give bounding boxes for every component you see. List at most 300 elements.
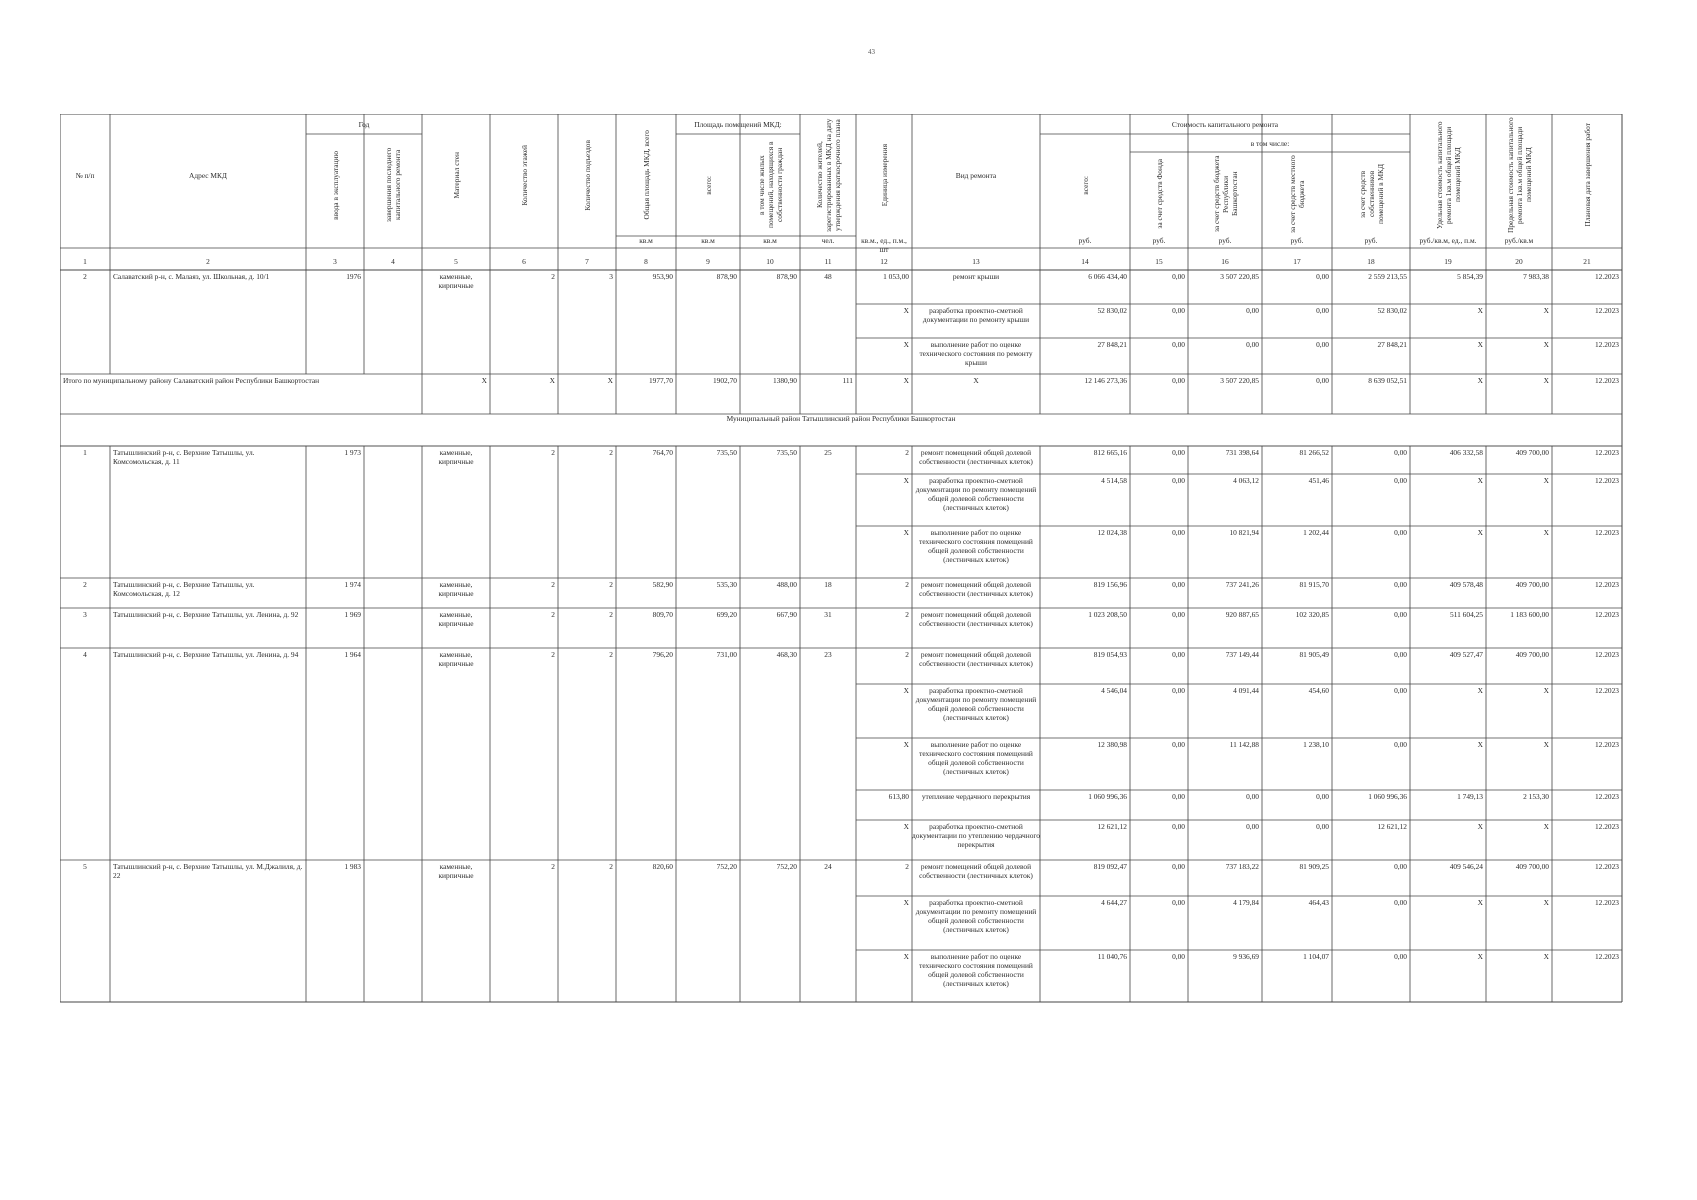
data-cell: 1 060 996,36 bbox=[1368, 792, 1407, 801]
data-cell: 2 153,30 bbox=[1523, 792, 1549, 801]
data-cell: 0,00 bbox=[1394, 528, 1407, 537]
data-cell: 1 973 bbox=[344, 448, 361, 457]
data-cell: 454,60 bbox=[1308, 686, 1329, 695]
data-cell: 12.2023 bbox=[1594, 740, 1619, 749]
data-cell: X bbox=[1477, 898, 1483, 907]
data-cell: X bbox=[1477, 952, 1483, 961]
data-cell: X bbox=[903, 740, 909, 749]
header-c15 bbox=[1130, 152, 1188, 236]
header-c17-text: за счет средств местного бюджета bbox=[1288, 155, 1306, 233]
data-cell: 1 bbox=[83, 448, 87, 457]
data-cell: X bbox=[903, 822, 909, 831]
data-cell: 699,20 bbox=[716, 610, 737, 619]
data-cell: 878,90 bbox=[776, 272, 797, 281]
data-cell: 5 854,39 bbox=[1457, 272, 1483, 281]
header-c16-text: за счет средств бюджета Республики Башкортостан bbox=[1211, 155, 1239, 233]
data-cell: 819 092,47 bbox=[1093, 862, 1127, 871]
header-c7 bbox=[558, 114, 616, 236]
data-cell: 25 bbox=[824, 448, 832, 457]
data-cell: 0,00 bbox=[1172, 822, 1185, 831]
data-cell: 0,00 bbox=[1172, 272, 1185, 281]
repair-type-cell: выполнение работ по оценке технического состояния по ремонту крыши bbox=[919, 340, 1033, 367]
data-cell: 12.2023 bbox=[1594, 306, 1619, 315]
data-cell: 464,43 bbox=[1308, 898, 1329, 907]
data-cell: X bbox=[1477, 306, 1483, 315]
total-cell: 3 507 220,85 bbox=[1220, 376, 1259, 385]
data-cell: 81 905,49 bbox=[1299, 650, 1329, 659]
data-cell: 52 830,02 bbox=[1377, 306, 1407, 315]
total-cell: X bbox=[481, 376, 487, 385]
data-cell: 2 bbox=[609, 862, 613, 871]
total-cell: 8 639 052,51 bbox=[1368, 376, 1407, 385]
data-cell: 52 830,02 bbox=[1097, 306, 1127, 315]
data-cell: X bbox=[903, 306, 909, 315]
data-cell: X bbox=[1543, 740, 1549, 749]
data-cell: 0,00 bbox=[1394, 862, 1407, 871]
unit-cell: руб./кв.м, ед., п.м. bbox=[1419, 236, 1477, 245]
data-cell: 878,90 bbox=[716, 272, 737, 281]
data-cell: 3 507 220,85 bbox=[1220, 272, 1259, 281]
data-cell: 409 700,00 bbox=[1515, 448, 1549, 457]
header-c20 bbox=[1486, 114, 1552, 236]
data-cell: 1 104,07 bbox=[1303, 952, 1329, 961]
repair-type-cell: разработка проектно-сметной документации по утеплению чердачного перекрытия bbox=[912, 822, 1040, 849]
data-cell: Татышлинский р-н, с. Верхние Татышлы, ул. Ленина, д. 92 bbox=[113, 610, 299, 619]
data-cell: X bbox=[903, 340, 909, 349]
column-number: 17 bbox=[1293, 257, 1301, 266]
header-c18 bbox=[1332, 152, 1410, 236]
data-cell: 12.2023 bbox=[1594, 952, 1619, 961]
header-c12 bbox=[856, 114, 912, 236]
data-cell: 18 bbox=[824, 580, 832, 589]
header-c19 bbox=[1410, 114, 1486, 236]
data-cell: 4 bbox=[83, 650, 87, 659]
data-cell: 12.2023 bbox=[1594, 862, 1619, 871]
header-c21 bbox=[1552, 114, 1622, 236]
data-cell: 737 241,26 bbox=[1225, 580, 1259, 589]
data-cell: 1 238,10 bbox=[1303, 740, 1329, 749]
data-cell: 11 142,88 bbox=[1229, 740, 1259, 749]
data-cell: 2 bbox=[551, 862, 555, 871]
data-cell: 2 bbox=[609, 448, 613, 457]
data-cell: 0,00 bbox=[1394, 650, 1407, 659]
column-number: 21 bbox=[1583, 257, 1591, 266]
column-number: 2 bbox=[206, 257, 210, 266]
data-cell: X bbox=[1477, 686, 1483, 695]
header-c10-text: в том числе жилых помещений, находящихся в собственности граждан bbox=[756, 141, 784, 229]
data-cell: 1 983 bbox=[344, 862, 361, 871]
data-cell: X bbox=[903, 952, 909, 961]
header-c17 bbox=[1262, 152, 1332, 236]
data-cell: 12.2023 bbox=[1594, 340, 1619, 349]
data-cell: 0,00 bbox=[1394, 476, 1407, 485]
unit-cell: руб. bbox=[1364, 236, 1378, 245]
total-cell: 12 146 273,36 bbox=[1084, 376, 1127, 385]
data-cell: 31 bbox=[824, 610, 832, 619]
data-cell: 23 bbox=[824, 650, 832, 659]
data-cell: 0,00 bbox=[1172, 476, 1185, 485]
header-c14-text: всего: bbox=[1080, 175, 1090, 195]
data-cell: X bbox=[1543, 952, 1549, 961]
header-c14 bbox=[1040, 134, 1130, 236]
data-cell: 4 063,12 bbox=[1233, 476, 1259, 485]
unit-cell: руб./кв.м bbox=[1504, 236, 1534, 245]
data-cell: 12 380,98 bbox=[1097, 740, 1127, 749]
data-cell: 1 183 600,00 bbox=[1510, 610, 1549, 619]
data-cell: 2 bbox=[905, 580, 909, 589]
data-cell: 2 bbox=[905, 650, 909, 659]
column-number: 12 bbox=[880, 257, 888, 266]
data-cell: 0,00 bbox=[1316, 306, 1329, 315]
header-including: в том числе: bbox=[1250, 138, 1290, 148]
data-cell: 920 887,65 bbox=[1225, 610, 1259, 619]
header-c15-text: за счет средств Фонда bbox=[1154, 159, 1164, 229]
header-repair-type: Вид ремонта bbox=[955, 170, 997, 180]
column-number: 5 bbox=[454, 257, 458, 266]
data-cell: 752,20 bbox=[716, 862, 737, 871]
data-cell: Татышлинский р-н, с. Верхние Татышлы, ул. Ленина, д. 94 bbox=[113, 650, 299, 659]
data-cell: X bbox=[1477, 340, 1483, 349]
data-cell: 27 848,21 bbox=[1097, 340, 1127, 349]
total-cell: X bbox=[549, 376, 555, 385]
unit-cell: кв.м bbox=[763, 236, 777, 245]
data-cell: 4 091,44 bbox=[1233, 686, 1259, 695]
data-cell: 2 bbox=[551, 448, 555, 457]
data-cell: Татышлинский р-н, с. Верхние Татышлы, ул. М.Джалиля, д. 22 bbox=[113, 862, 303, 880]
data-cell: X bbox=[1543, 528, 1549, 537]
repair-type-cell: разработка проектно-сметной документации по ремонту крыши bbox=[922, 306, 1030, 324]
data-cell: 731 398,64 bbox=[1225, 448, 1259, 457]
total-cell: X bbox=[607, 376, 613, 385]
data-cell: 0,00 bbox=[1172, 610, 1185, 619]
data-cell: 613,80 bbox=[888, 792, 909, 801]
data-cell: 582,90 bbox=[652, 580, 673, 589]
data-cell: 737 149,44 bbox=[1225, 650, 1259, 659]
capital-repair-table bbox=[60, 114, 1682, 1079]
total-cell: 1902,70 bbox=[712, 376, 737, 385]
data-cell: 2 bbox=[83, 272, 87, 281]
data-cell: 953,90 bbox=[652, 272, 673, 281]
data-cell: X bbox=[903, 898, 909, 907]
data-cell: 1 053,00 bbox=[883, 272, 909, 281]
data-cell: 2 bbox=[551, 272, 555, 281]
data-cell: X bbox=[1477, 528, 1483, 537]
data-cell: 0,00 bbox=[1316, 340, 1329, 349]
data-cell: 4 546,04 bbox=[1101, 686, 1127, 695]
column-number: 8 bbox=[644, 257, 648, 266]
data-cell: 535,30 bbox=[716, 580, 737, 589]
data-cell: 737 183,22 bbox=[1225, 862, 1259, 871]
header-c20-text: Предельная стоимость капитального ремонта 1кв.м общей площади помещений МКД bbox=[1505, 117, 1533, 233]
header-c3-text: ввода в эксплуатацию bbox=[330, 150, 340, 220]
data-cell: 409 700,00 bbox=[1515, 580, 1549, 589]
total-cell: 1380,90 bbox=[772, 376, 797, 385]
data-cell: 48 bbox=[824, 272, 832, 281]
header-c19-text: Удельная стоимость капитального ремонта 1кв.м общей площади помещений МКД bbox=[1434, 121, 1462, 229]
data-cell: 3 bbox=[83, 610, 87, 619]
data-cell: Салаватский р-н, с. Малаяз, ул. Школьная, д. 10/1 bbox=[113, 272, 270, 281]
data-cell: 735,50 bbox=[716, 448, 737, 457]
data-cell: 1 969 bbox=[344, 610, 361, 619]
data-cell: каменные, кирпичные bbox=[438, 448, 474, 466]
data-cell: X bbox=[1543, 898, 1549, 907]
data-cell: 0,00 bbox=[1172, 898, 1185, 907]
data-cell: 2 bbox=[609, 580, 613, 589]
data-cell: 731,00 bbox=[716, 650, 737, 659]
total-cell: X bbox=[903, 376, 909, 385]
header-c12-text: Единица измерения bbox=[879, 143, 889, 207]
data-cell: каменные, кирпичные bbox=[438, 862, 474, 880]
header-c8 bbox=[616, 114, 676, 236]
data-cell: каменные, кирпичные bbox=[438, 272, 474, 290]
data-cell: 409 578,48 bbox=[1449, 580, 1483, 589]
column-number: 16 bbox=[1221, 257, 1229, 266]
unit-cell: руб. bbox=[1152, 236, 1166, 245]
unit-cell: руб. bbox=[1078, 236, 1092, 245]
data-cell: 2 bbox=[905, 862, 909, 871]
unit-cell: кв.м bbox=[701, 236, 715, 245]
total-cell: X bbox=[1543, 376, 1549, 385]
data-cell: Татышлинский р-н, с. Верхние Татышлы, ул. Комсомольская, д. 11 bbox=[113, 448, 255, 466]
repair-type-cell: выполнение работ по оценке технического состояния помещений общей долевой собственности (лестничных клеток) bbox=[919, 740, 1033, 776]
data-cell: X bbox=[1477, 476, 1483, 485]
header-c21-text: Плановая дата завершения работ bbox=[1582, 123, 1592, 227]
repair-type-cell: разработка проектно-сметной документации по ремонту помещений общей долевой собственности (лестничных клеток) bbox=[915, 686, 1037, 722]
repair-type-cell: ремонт помещений общей долевой собственности (лестничных клеток) bbox=[919, 580, 1033, 598]
data-cell: 0,00 bbox=[1394, 740, 1407, 749]
data-cell: 0,00 bbox=[1172, 340, 1185, 349]
data-cell: 9 936,69 bbox=[1233, 952, 1259, 961]
data-cell: 820,60 bbox=[652, 862, 673, 871]
data-cell: 81 266,52 bbox=[1299, 448, 1329, 457]
data-cell: 81 915,70 bbox=[1299, 580, 1329, 589]
data-cell: 667,90 bbox=[776, 610, 797, 619]
data-cell: 0,00 bbox=[1246, 306, 1259, 315]
data-cell: 11 040,76 bbox=[1097, 952, 1127, 961]
data-cell: X bbox=[1477, 822, 1483, 831]
data-cell: 468,30 bbox=[776, 650, 797, 659]
header-cost-group: Стоимость капитального ремонта bbox=[1171, 119, 1279, 129]
data-cell: 764,70 bbox=[652, 448, 673, 457]
header-address: Адрес МКД bbox=[189, 170, 227, 180]
data-cell: 409 546,24 bbox=[1449, 862, 1483, 871]
header-c9-text: всего: bbox=[703, 175, 713, 195]
total-cell: X bbox=[1477, 376, 1483, 385]
data-cell: 6 066 434,40 bbox=[1088, 272, 1127, 281]
data-cell: 409 527,47 bbox=[1449, 650, 1483, 659]
column-number: 15 bbox=[1155, 257, 1163, 266]
data-cell: 1976 bbox=[346, 272, 361, 281]
total-cell: 1977,70 bbox=[648, 376, 673, 385]
repair-type-cell: разработка проектно-сметной документации по ремонту помещений общей долевой собственности (лестничных клеток) bbox=[915, 476, 1037, 512]
data-cell: 2 bbox=[609, 650, 613, 659]
data-cell: 4 179,84 bbox=[1233, 898, 1259, 907]
data-cell: 0,00 bbox=[1394, 952, 1407, 961]
data-cell: X bbox=[903, 686, 909, 695]
data-cell: 81 909,25 bbox=[1299, 862, 1329, 871]
header-c4 bbox=[364, 134, 422, 236]
data-cell: 752,20 bbox=[776, 862, 797, 871]
column-number: 1 bbox=[83, 257, 87, 266]
data-cell: 7 983,38 bbox=[1523, 272, 1549, 281]
data-cell: 12.2023 bbox=[1594, 476, 1619, 485]
data-cell: 796,20 bbox=[652, 650, 673, 659]
data-cell: 0,00 bbox=[1394, 686, 1407, 695]
header-c3 bbox=[306, 134, 364, 236]
data-cell: 819 054,93 bbox=[1093, 650, 1127, 659]
data-cell: Татышлинский р-н, с. Верхние Татышлы, ул. Комсомольская, д. 12 bbox=[113, 580, 255, 598]
column-number: 7 bbox=[585, 257, 589, 266]
data-cell: 12.2023 bbox=[1594, 792, 1619, 801]
data-cell: 0,00 bbox=[1316, 822, 1329, 831]
data-cell: 27 848,21 bbox=[1377, 340, 1407, 349]
data-cell: 0,00 bbox=[1172, 862, 1185, 871]
repair-type-cell: выполнение работ по оценке технического состояния помещений общей долевой собственности (лестничных клеток) bbox=[919, 952, 1033, 988]
data-cell: X bbox=[1477, 740, 1483, 749]
data-cell: каменные, кирпичные bbox=[438, 650, 474, 668]
data-cell: 0,00 bbox=[1172, 952, 1185, 961]
column-number: 14 bbox=[1081, 257, 1089, 266]
data-cell: 102 320,85 bbox=[1295, 610, 1329, 619]
data-cell: 1 749,13 bbox=[1457, 792, 1483, 801]
data-cell: 12 621,12 bbox=[1377, 822, 1407, 831]
data-cell: 2 bbox=[551, 580, 555, 589]
header-c11 bbox=[800, 114, 856, 236]
column-number: 4 bbox=[391, 257, 395, 266]
data-cell: 488,00 bbox=[776, 580, 797, 589]
data-cell: X bbox=[1543, 340, 1549, 349]
header-c7-text: Количество подъездов bbox=[582, 139, 592, 211]
data-cell: 12.2023 bbox=[1594, 448, 1619, 457]
data-cell: X bbox=[1543, 822, 1549, 831]
column-number: 6 bbox=[522, 257, 526, 266]
data-cell: 409 700,00 bbox=[1515, 862, 1549, 871]
data-cell: X bbox=[1543, 476, 1549, 485]
unit-cell: руб. bbox=[1218, 236, 1232, 245]
data-cell: 819 156,96 bbox=[1093, 580, 1127, 589]
data-cell: 24 bbox=[824, 862, 832, 871]
data-cell: 0,00 bbox=[1172, 740, 1185, 749]
data-cell: 0,00 bbox=[1172, 306, 1185, 315]
repair-type-cell: ремонт помещений общей долевой собственности (лестничных клеток) bbox=[919, 862, 1033, 880]
data-cell: 1 023 208,50 bbox=[1088, 610, 1127, 619]
unit-cell: кв.м bbox=[639, 236, 653, 245]
section-heading: Муниципальный район Татышлинский район Республики Башкортостан bbox=[726, 414, 956, 423]
header-c6-text: Количество этажей bbox=[519, 144, 529, 206]
data-cell: 12.2023 bbox=[1594, 898, 1619, 907]
data-cell: 1 974 bbox=[344, 580, 361, 589]
data-cell: 12.2023 bbox=[1594, 822, 1619, 831]
data-cell: 2 bbox=[905, 610, 909, 619]
data-cell: 12 024,38 bbox=[1097, 528, 1127, 537]
data-cell: каменные, кирпичные bbox=[438, 610, 474, 628]
header-c11-text: Количество жителей, зарегистрированных в МКД на дату утверждения краткосрочного плана bbox=[814, 118, 842, 232]
header-c18-text: за счет средств собственников помещений в МКД bbox=[1357, 163, 1385, 225]
data-cell: 5 bbox=[83, 862, 87, 871]
column-number: 18 bbox=[1367, 257, 1375, 266]
data-cell: 812 665,16 bbox=[1093, 448, 1127, 457]
header-c16 bbox=[1188, 152, 1262, 236]
data-cell: 0,00 bbox=[1316, 792, 1329, 801]
repair-type-cell: выполнение работ по оценке технического состояния помещений общей долевой собственности (лестничных клеток) bbox=[919, 528, 1033, 564]
data-cell: 4 514,58 bbox=[1101, 476, 1127, 485]
data-cell: 12.2023 bbox=[1594, 580, 1619, 589]
data-cell: 0,00 bbox=[1172, 686, 1185, 695]
data-cell: 2 559 213,55 bbox=[1368, 272, 1407, 281]
header-number: № п/п bbox=[75, 170, 95, 180]
total-cell: 0,00 bbox=[1316, 376, 1329, 385]
header-c10 bbox=[740, 134, 800, 236]
data-cell: 0,00 bbox=[1172, 650, 1185, 659]
repair-type-cell: ремонт помещений общей долевой собственности (лестничных клеток) bbox=[919, 610, 1033, 628]
data-cell: 10 821,94 bbox=[1229, 528, 1259, 537]
data-cell: 0,00 bbox=[1172, 792, 1185, 801]
data-cell: 809,70 bbox=[652, 610, 673, 619]
column-number: 13 bbox=[972, 257, 980, 266]
column-number: 11 bbox=[824, 257, 832, 266]
total-label: Итого по муниципальному району Салаватский район Республики Башкортостан bbox=[63, 376, 320, 385]
header-c4-text: завершения последнего капитального ремонта bbox=[384, 147, 402, 223]
data-cell: 1 202,44 bbox=[1303, 528, 1329, 537]
header-year-group: Год bbox=[358, 119, 370, 129]
data-cell: X bbox=[903, 476, 909, 485]
repair-type-cell: разработка проектно-сметной документации по ремонту помещений общей долевой собственности (лестничных клеток) bbox=[915, 898, 1037, 934]
data-cell: 0,00 bbox=[1394, 448, 1407, 457]
data-cell: X bbox=[1543, 306, 1549, 315]
data-cell: 406 332,58 bbox=[1449, 448, 1483, 457]
repair-type-cell: ремонт крыши bbox=[952, 272, 1000, 281]
data-cell: 2 bbox=[551, 610, 555, 619]
column-number: 3 bbox=[333, 257, 337, 266]
data-cell: 4 644,27 bbox=[1101, 898, 1127, 907]
repair-type-cell: утепление чердачного перекрытия bbox=[921, 792, 1031, 801]
header-area-group: Площадь помещений МКД: bbox=[694, 119, 782, 129]
data-cell: 12.2023 bbox=[1594, 272, 1619, 281]
column-number: 20 bbox=[1515, 257, 1523, 266]
data-cell: 3 bbox=[609, 272, 613, 281]
total-cell: 0,00 bbox=[1172, 376, 1185, 385]
data-cell: 0,00 bbox=[1172, 528, 1185, 537]
unit-cell: чел. bbox=[821, 236, 835, 245]
data-cell: 0,00 bbox=[1246, 792, 1259, 801]
repair-type-cell: ремонт помещений общей долевой собственности (лестничных клеток) bbox=[919, 448, 1033, 466]
data-cell: 12.2023 bbox=[1594, 650, 1619, 659]
data-cell: 2 bbox=[551, 650, 555, 659]
data-cell: 12.2023 bbox=[1594, 686, 1619, 695]
unit-cell: кв.м., ед., п.м., шт bbox=[861, 236, 907, 254]
data-cell: 0,00 bbox=[1394, 610, 1407, 619]
header-c9 bbox=[676, 134, 740, 236]
data-cell: 0,00 bbox=[1172, 448, 1185, 457]
data-cell: X bbox=[1543, 686, 1549, 695]
header-c8-text: Общая площадь МКД, всего bbox=[641, 130, 651, 220]
data-cell: 0,00 bbox=[1246, 340, 1259, 349]
data-cell: 2 bbox=[905, 448, 909, 457]
page-number: 43 bbox=[868, 48, 875, 56]
column-number: 9 bbox=[706, 257, 710, 266]
total-cell: X bbox=[973, 376, 979, 385]
header-c5-text: Материал стен bbox=[451, 151, 461, 199]
data-cell: 2 bbox=[609, 610, 613, 619]
total-cell: 111 bbox=[842, 376, 853, 385]
data-cell: 12.2023 bbox=[1594, 610, 1619, 619]
data-cell: 511 604,25 bbox=[1450, 610, 1483, 619]
data-cell: 0,00 bbox=[1172, 580, 1185, 589]
data-cell: 735,50 bbox=[776, 448, 797, 457]
header-c6 bbox=[490, 114, 558, 236]
unit-cell: руб. bbox=[1290, 236, 1304, 245]
data-cell: 1 964 bbox=[344, 650, 361, 659]
